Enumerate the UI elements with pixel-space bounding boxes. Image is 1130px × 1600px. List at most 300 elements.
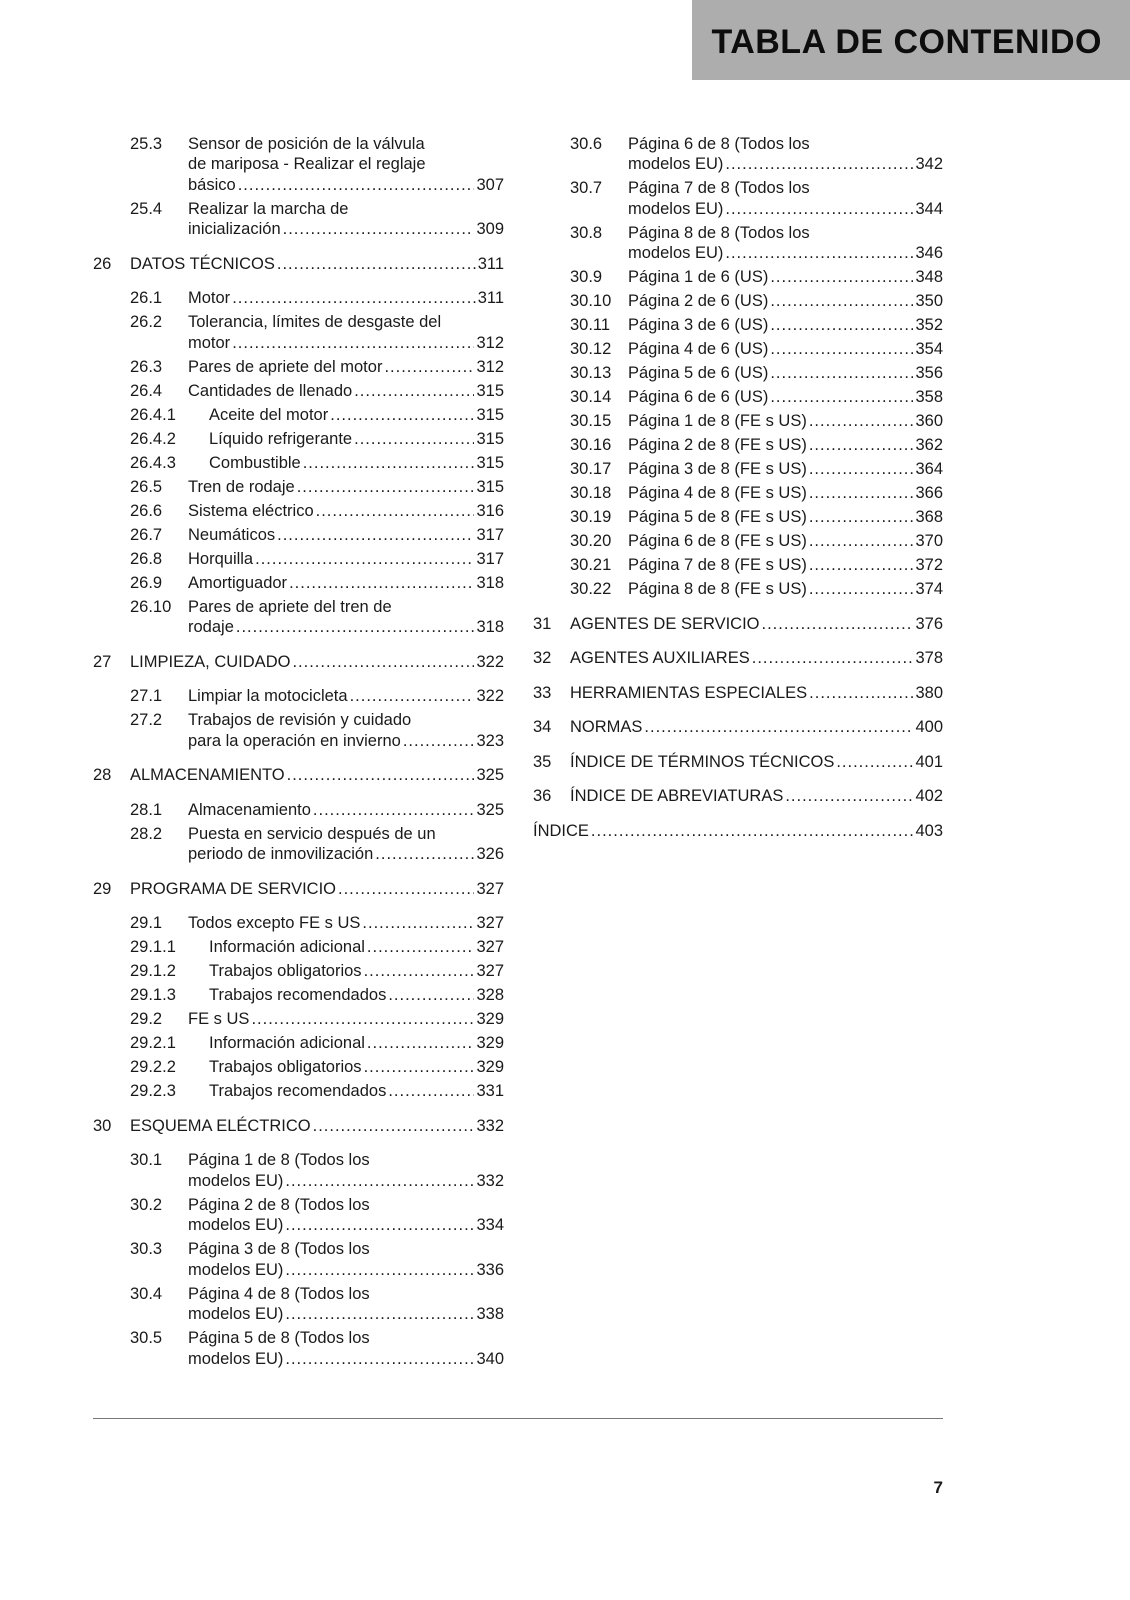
toc-entry-page: 346 bbox=[915, 244, 943, 262]
dot-leader bbox=[364, 961, 475, 982]
toc-section-entry[interactable] bbox=[93, 381, 504, 402]
toc-entry-title bbox=[188, 288, 504, 309]
toc-entry-page: 312 bbox=[476, 333, 504, 352]
toc-section-entry[interactable] bbox=[93, 1195, 504, 1236]
toc-entry-title-line: LIMPIEZA, CUIDADO bbox=[130, 652, 291, 671]
toc-chapter-entry[interactable] bbox=[533, 648, 943, 669]
toc-entry-page: 311 bbox=[477, 254, 504, 273]
dot-leader bbox=[809, 579, 914, 600]
toc-entry-number: 27 bbox=[93, 652, 112, 671]
toc-chapter-entry[interactable] bbox=[533, 717, 943, 738]
toc-entry-title bbox=[209, 985, 504, 1006]
toc-entry-title-line: Cantidades de llenado bbox=[188, 381, 353, 400]
toc-entry-number: 26.4.3 bbox=[130, 453, 176, 472]
toc-entry-title-line: ÍNDICE bbox=[533, 821, 589, 840]
toc-entry-title bbox=[628, 387, 943, 408]
toc-entry-number: 26.4.2 bbox=[130, 429, 176, 448]
toc-entry-title bbox=[628, 363, 943, 384]
toc-section-entry[interactable] bbox=[93, 134, 504, 196]
toc-entry-number: 30.22 bbox=[570, 580, 612, 598]
toc-section-entry[interactable] bbox=[93, 199, 504, 240]
dot-leader bbox=[285, 1215, 474, 1236]
toc-entry-title-line: Página 5 de 6 (US) bbox=[628, 364, 769, 382]
toc-section-entry[interactable] bbox=[93, 913, 504, 934]
toc-entry-title-line: Página 8 de 8 (FE s US) bbox=[628, 580, 807, 598]
toc-entry-title bbox=[188, 1328, 504, 1369]
toc-chapter-entry[interactable] bbox=[533, 752, 943, 773]
page-number: 7 bbox=[933, 1478, 943, 1497]
toc-section-entry[interactable] bbox=[93, 985, 504, 1006]
toc-entry-number: 30.13 bbox=[570, 364, 612, 382]
toc-entry-page: 322 bbox=[476, 687, 504, 705]
toc-section-entry[interactable] bbox=[93, 1081, 504, 1102]
dot-leader bbox=[277, 254, 476, 275]
toc-section-entry[interactable] bbox=[533, 134, 943, 175]
toc-entry-title bbox=[188, 501, 504, 522]
toc-entry-title bbox=[188, 1195, 504, 1236]
toc-entry-title bbox=[628, 223, 943, 264]
toc-entry-page: 329 bbox=[476, 1034, 504, 1052]
toc-entry-number: 33 bbox=[533, 683, 552, 702]
toc-section-entry[interactable] bbox=[93, 1239, 504, 1280]
toc-entry-title bbox=[628, 507, 943, 528]
toc-entry-number: 30.4 bbox=[130, 1284, 163, 1303]
toc-entry-title-line: rodaje bbox=[188, 618, 234, 636]
toc-entry-title bbox=[188, 800, 504, 821]
toc-entry-page: 342 bbox=[915, 155, 943, 173]
toc-entry-page: 334 bbox=[476, 1216, 504, 1234]
toc-entry-page: 323 bbox=[476, 731, 504, 750]
toc-entry-title bbox=[570, 683, 943, 704]
toc-entry-page: 358 bbox=[915, 388, 943, 406]
toc-section-entry[interactable] bbox=[93, 1284, 504, 1325]
toc-section-entry[interactable] bbox=[533, 435, 943, 456]
toc-chapter-entry[interactable] bbox=[93, 254, 504, 275]
dot-leader bbox=[644, 717, 913, 738]
dot-leader bbox=[725, 243, 913, 264]
toc-entry-number: 25.4 bbox=[130, 199, 163, 218]
toc-entry-title-line: Página 6 de 8 (FE s US) bbox=[628, 532, 807, 550]
toc-entry-title bbox=[628, 411, 943, 432]
toc-section-entry[interactable] bbox=[533, 579, 943, 600]
dot-leader bbox=[338, 879, 474, 900]
dot-leader bbox=[770, 339, 913, 360]
toc-section-entry[interactable] bbox=[533, 178, 943, 219]
dot-leader bbox=[809, 483, 914, 504]
dot-leader bbox=[388, 985, 474, 1006]
toc-section-entry[interactable] bbox=[533, 267, 943, 288]
toc-entry-title-line: Neumáticos bbox=[188, 525, 276, 544]
toc-entry-title bbox=[188, 549, 504, 570]
header-banner bbox=[692, 0, 1130, 80]
toc-section-entry[interactable] bbox=[533, 339, 943, 360]
dot-leader bbox=[362, 913, 474, 934]
toc-entry-title bbox=[188, 199, 504, 240]
toc-entry-page: 360 bbox=[915, 412, 943, 430]
toc-entry-title-line: Sistema eléctrico bbox=[188, 501, 314, 520]
toc-entry-title bbox=[570, 717, 943, 738]
toc-entry-number: 29.2 bbox=[130, 1010, 163, 1028]
dot-leader bbox=[725, 154, 913, 175]
toc-entry-page: 354 bbox=[915, 340, 943, 358]
toc-section-entry[interactable] bbox=[533, 483, 943, 504]
toc-entry-title-line: Página 1 de 6 (US) bbox=[628, 268, 769, 286]
toc-entry-page: 327 bbox=[476, 962, 504, 980]
toc-section-entry[interactable] bbox=[93, 477, 504, 498]
toc-entry-page: 402 bbox=[915, 787, 943, 805]
toc-entry-title-line: Aceite del motor bbox=[209, 405, 329, 424]
toc-entry-number: 30.3 bbox=[130, 1240, 163, 1258]
toc-entry-title-line: Limpiar la motocicleta bbox=[188, 687, 348, 705]
toc-entry-title bbox=[628, 579, 943, 600]
toc-entry-title-line: FE s US bbox=[188, 1010, 250, 1028]
toc-entry-number: 26.2 bbox=[130, 313, 163, 331]
toc-entry-number: 30.11 bbox=[570, 316, 611, 334]
toc-entry-number: 34 bbox=[533, 718, 552, 736]
toc-entry-page: 311 bbox=[477, 289, 504, 307]
toc-entry-title bbox=[533, 821, 943, 842]
dot-leader bbox=[809, 411, 914, 432]
toc-section-entry[interactable] bbox=[93, 1057, 504, 1078]
toc-entry-title bbox=[130, 1116, 504, 1137]
toc-entry-title bbox=[209, 961, 504, 982]
toc-section-entry[interactable] bbox=[533, 459, 943, 480]
toc-entry-number: 29 bbox=[93, 879, 112, 898]
toc-entry-title bbox=[188, 357, 504, 378]
toc-entry-title-line: Amortiguador bbox=[188, 573, 288, 592]
toc-entry-title-line: Página 6 de 8 (Todos los bbox=[628, 134, 810, 153]
toc-entry-page: 378 bbox=[915, 649, 943, 667]
toc-entry-number: 26.7 bbox=[130, 525, 163, 544]
toc-entry-page: 366 bbox=[915, 484, 943, 502]
toc-entry-title bbox=[188, 1150, 504, 1191]
toc-entry-title bbox=[130, 879, 504, 900]
toc-section-entry[interactable] bbox=[533, 507, 943, 528]
toc-entry-title-line: ESQUEMA ELÉCTRICO bbox=[130, 1116, 311, 1135]
toc-chapter-entry[interactable] bbox=[533, 786, 943, 807]
toc-entry-title-line: Página 3 de 8 (Todos los bbox=[188, 1240, 370, 1258]
toc-entry-title bbox=[628, 134, 943, 175]
toc-chapter-entry[interactable] bbox=[93, 1116, 504, 1137]
toc-entry-number: 27.1 bbox=[130, 687, 163, 705]
dot-leader bbox=[316, 501, 475, 522]
toc-entry-page: 315 bbox=[476, 453, 504, 472]
toc-entry-number: 26.8 bbox=[130, 549, 163, 568]
toc-entry-title-line: Página 2 de 6 (US) bbox=[628, 292, 769, 310]
toc-entry-title-line: Página 7 de 8 (Todos los bbox=[628, 179, 810, 197]
toc-section-entry[interactable] bbox=[533, 315, 943, 336]
toc-entry-title bbox=[570, 648, 943, 669]
toc-section-entry[interactable] bbox=[93, 288, 504, 309]
toc-entry-page: 338 bbox=[476, 1305, 504, 1323]
dot-leader bbox=[836, 752, 913, 773]
toc-section-entry[interactable] bbox=[93, 937, 504, 958]
toc-entry-number: 29.1.1 bbox=[130, 938, 176, 956]
dot-leader bbox=[354, 381, 474, 402]
toc-entry-number: 29.1.3 bbox=[130, 986, 176, 1004]
toc-entry-title-line: Pares de apriete del tren de bbox=[188, 597, 392, 616]
toc-entry-title-line: Motor bbox=[188, 289, 231, 307]
dot-leader bbox=[255, 549, 474, 570]
dot-leader bbox=[232, 288, 476, 309]
dot-leader bbox=[384, 357, 474, 378]
dot-leader bbox=[725, 199, 913, 220]
toc-chapter-entry[interactable] bbox=[533, 614, 943, 635]
toc-entry-title-line: Puesta en servicio después de un bbox=[188, 824, 436, 843]
dot-leader bbox=[313, 1116, 475, 1137]
toc-entry-title-line: PROGRAMA DE SERVICIO bbox=[130, 879, 336, 898]
toc-entry-title-line: ALMACENAMIENTO bbox=[130, 766, 285, 784]
toc-entry-page: 312 bbox=[476, 357, 504, 376]
toc-section-entry[interactable] bbox=[533, 291, 943, 312]
toc-entry-title-line: Página 2 de 8 (Todos los bbox=[188, 1195, 370, 1214]
toc-entry-number: 30.5 bbox=[130, 1329, 163, 1347]
toc-entry-page: 348 bbox=[915, 268, 943, 286]
toc-entry-title bbox=[188, 1009, 504, 1030]
toc-entry-title-line: Trabajos recomendados bbox=[209, 986, 387, 1004]
toc-entry-page: 322 bbox=[476, 652, 504, 671]
toc-entry-page: 327 bbox=[476, 914, 504, 932]
dot-leader bbox=[591, 821, 914, 842]
toc-entry-number: 29.1 bbox=[130, 914, 163, 932]
dot-leader bbox=[770, 363, 913, 384]
toc-entry-page: 325 bbox=[476, 766, 504, 784]
toc-entry-title-line: ÍNDICE DE ABREVIATURAS bbox=[570, 787, 784, 805]
toc-entry-title-line: Trabajos recomendados bbox=[209, 1082, 387, 1100]
toc-section-entry[interactable] bbox=[533, 223, 943, 264]
toc-entry-page: 315 bbox=[476, 477, 504, 496]
dot-leader bbox=[313, 800, 475, 821]
toc-section-entry[interactable] bbox=[533, 387, 943, 408]
dot-leader bbox=[330, 405, 474, 426]
toc-entry-title bbox=[570, 752, 943, 773]
toc-section-entry[interactable] bbox=[533, 363, 943, 384]
toc-entry-title-line: Información adicional bbox=[209, 1034, 365, 1052]
toc-entry-title-line: Página 4 de 8 (FE s US) bbox=[628, 484, 807, 502]
toc-entry-page: 344 bbox=[915, 199, 943, 218]
toc-entry-title-line: Combustible bbox=[209, 453, 301, 472]
toc-section-entry[interactable] bbox=[93, 453, 504, 474]
toc-entry-page: 327 bbox=[476, 938, 504, 956]
toc-entry-title bbox=[188, 824, 504, 865]
toc-entry-number: 25.3 bbox=[130, 134, 163, 153]
toc-entry-page: 401 bbox=[915, 752, 943, 771]
toc-entry-title-line: HERRAMIENTAS ESPECIALES bbox=[570, 683, 808, 702]
toc-section-entry[interactable] bbox=[93, 1009, 504, 1030]
dot-leader bbox=[809, 507, 914, 528]
toc-entry-title bbox=[628, 291, 943, 312]
toc-entry-title-line: Sensor de posición de la válvula bbox=[188, 134, 425, 153]
dot-leader bbox=[232, 333, 474, 354]
toc-entry-title-line: de mariposa - Realizar el reglaje bbox=[188, 155, 426, 173]
toc-entry-title-line: Página 5 de 8 (Todos los bbox=[188, 1329, 370, 1347]
toc-entry-page: 372 bbox=[915, 556, 943, 574]
toc-entry-title-line: Página 8 de 8 (Todos los bbox=[628, 223, 810, 242]
toc-section-entry[interactable] bbox=[93, 824, 504, 865]
toc-entry-page: 315 bbox=[476, 429, 504, 448]
toc-entry-number: 30.17 bbox=[570, 460, 612, 478]
toc-entry-title-line: Página 1 de 8 (Todos los bbox=[188, 1151, 370, 1169]
dot-leader bbox=[770, 387, 913, 408]
toc-section-entry[interactable] bbox=[93, 1328, 504, 1369]
toc-entry-page: 327 bbox=[476, 879, 504, 898]
dot-leader bbox=[403, 731, 475, 752]
toc-entry-page: 315 bbox=[476, 405, 504, 424]
toc-section-entry[interactable] bbox=[93, 405, 504, 426]
toc-entry-page: 315 bbox=[476, 381, 504, 400]
toc-entry-title-line: Página 4 de 8 (Todos los bbox=[188, 1284, 370, 1303]
toc-entry-title-line: Trabajos obligatorios bbox=[209, 1058, 362, 1076]
toc-entry-number: 30.12 bbox=[570, 340, 612, 358]
toc-entry-title bbox=[209, 937, 504, 958]
toc-section-entry[interactable] bbox=[93, 597, 504, 638]
toc-entry-page: 318 bbox=[476, 618, 504, 636]
toc-entry-title-line: modelos EU) bbox=[628, 199, 724, 218]
toc-entry-title-line: Página 5 de 8 (FE s US) bbox=[628, 508, 807, 526]
toc-entry-page: 362 bbox=[915, 436, 943, 454]
toc-entry-page: 368 bbox=[915, 508, 943, 526]
toc-entry-title-line: Información adicional bbox=[209, 938, 365, 956]
toc-entry-title-line: Página 2 de 8 (FE s US) bbox=[628, 436, 807, 454]
toc-entry-number: 32 bbox=[533, 649, 552, 667]
toc-section-entry[interactable] bbox=[93, 312, 504, 353]
toc-entry-title-line: para la operación en invierno bbox=[188, 731, 401, 750]
toc-entry-title-line: modelos EU) bbox=[188, 1171, 284, 1190]
toc-entry-title-line: modelos EU) bbox=[188, 1349, 284, 1368]
toc-section-entry[interactable] bbox=[93, 1150, 504, 1191]
toc-entry-title-line: Horquilla bbox=[188, 549, 254, 568]
toc-entry-page: 328 bbox=[476, 986, 504, 1004]
dot-leader bbox=[809, 459, 914, 480]
toc-entry-number: 29.2.3 bbox=[130, 1082, 176, 1100]
toc-section-entry[interactable] bbox=[93, 573, 504, 594]
toc-chapter-entry[interactable] bbox=[533, 683, 943, 704]
toc-entry-title bbox=[628, 435, 943, 456]
dot-leader bbox=[285, 1304, 474, 1325]
toc-entry-number: 28.2 bbox=[130, 824, 163, 843]
dot-leader bbox=[785, 786, 913, 807]
toc-column-left bbox=[93, 130, 504, 1369]
toc-entry-page: 336 bbox=[476, 1260, 504, 1279]
toc-entry-number: 31 bbox=[533, 614, 552, 633]
toc-entry-number: 26.6 bbox=[130, 501, 163, 520]
toc-entry-title bbox=[628, 459, 943, 480]
toc-section-entry[interactable] bbox=[93, 1033, 504, 1054]
toc-entry-title-line: periodo de inmovilización bbox=[188, 845, 374, 863]
toc-entry-page: 316 bbox=[476, 501, 504, 520]
toc-entry-title-line: Página 1 de 8 (FE s US) bbox=[628, 412, 807, 430]
toc-section-entry[interactable] bbox=[93, 961, 504, 982]
toc-section-entry[interactable] bbox=[533, 555, 943, 576]
toc-entry-title bbox=[188, 913, 504, 934]
dot-leader bbox=[752, 648, 914, 669]
dot-leader bbox=[238, 175, 475, 196]
toc-chapter-entry[interactable] bbox=[93, 765, 504, 786]
toc-entry-number: 26 bbox=[93, 254, 112, 273]
toc-entry-number: 30.9 bbox=[570, 268, 603, 286]
dot-leader bbox=[388, 1081, 474, 1102]
toc-entry-number: 29.1.2 bbox=[130, 962, 176, 980]
dot-leader bbox=[236, 617, 475, 638]
toc-section-entry[interactable] bbox=[533, 411, 943, 432]
toc-entry-title-line: DATOS TÉCNICOS bbox=[130, 254, 275, 273]
toc-entry-number: 30 bbox=[93, 1116, 112, 1135]
toc-entry-page: 307 bbox=[476, 175, 504, 194]
toc-entry-number: 28 bbox=[93, 766, 112, 784]
toc-entry-number: 26.10 bbox=[130, 597, 172, 616]
toc-entry-title bbox=[130, 254, 504, 275]
toc-section-entry[interactable] bbox=[93, 429, 504, 450]
toc-entry-number: 30.14 bbox=[570, 388, 612, 406]
toc-entry-title-line: Realizar la marcha de bbox=[188, 199, 349, 218]
toc-entry-title-line: inicialización bbox=[188, 220, 281, 238]
toc-entry-title bbox=[130, 652, 504, 673]
toc-entry-title-line: Pares de apriete del motor bbox=[188, 357, 383, 376]
toc-section-entry[interactable] bbox=[93, 357, 504, 378]
toc-entry-title bbox=[628, 315, 943, 336]
toc-column-right bbox=[533, 130, 943, 855]
toc-entry-title bbox=[628, 531, 943, 552]
toc-entry-number: 30.19 bbox=[570, 508, 612, 526]
toc-section-entry[interactable] bbox=[93, 501, 504, 522]
dot-leader bbox=[277, 525, 474, 546]
toc-section-entry[interactable] bbox=[93, 710, 504, 751]
toc-chapter-entry[interactable] bbox=[93, 652, 504, 673]
toc-entry-page: 352 bbox=[915, 316, 943, 334]
toc-entry-title bbox=[209, 1057, 504, 1078]
toc-chapter-entry[interactable] bbox=[533, 821, 943, 842]
dot-leader bbox=[354, 429, 474, 450]
toc-entry-title bbox=[188, 573, 504, 594]
toc-entry-title bbox=[130, 765, 504, 786]
toc-entry-title bbox=[570, 786, 943, 807]
toc-chapter-entry[interactable] bbox=[93, 879, 504, 900]
toc-entry-page: 400 bbox=[915, 718, 943, 736]
dot-leader bbox=[809, 683, 913, 704]
toc-entry-page: 380 bbox=[915, 683, 943, 702]
toc-section-entry[interactable] bbox=[93, 800, 504, 821]
toc-section-entry[interactable] bbox=[93, 686, 504, 707]
toc-entry-number: 30.18 bbox=[570, 484, 612, 502]
toc-section-entry[interactable] bbox=[533, 531, 943, 552]
toc-entry-number: 30.2 bbox=[130, 1195, 163, 1214]
toc-entry-title bbox=[209, 1081, 504, 1102]
toc-entry-number: 26.9 bbox=[130, 573, 163, 592]
toc-entry-title-line: modelos EU) bbox=[628, 244, 724, 262]
toc-entry-title-line: AGENTES AUXILIARES bbox=[570, 649, 750, 667]
toc-entry-title bbox=[188, 710, 504, 751]
dot-leader bbox=[809, 531, 914, 552]
toc-entry-number: 30.21 bbox=[570, 556, 612, 574]
toc-entry-title bbox=[188, 1239, 504, 1280]
toc-entry-title bbox=[209, 405, 504, 426]
toc-section-entry[interactable] bbox=[93, 525, 504, 546]
dot-leader bbox=[285, 1260, 474, 1281]
toc-entry-number: 30.16 bbox=[570, 436, 612, 454]
dot-leader bbox=[285, 1349, 474, 1370]
toc-entry-number: 29.2.2 bbox=[130, 1058, 176, 1076]
toc-entry-page: 331 bbox=[476, 1082, 504, 1100]
toc-entry-title-line: motor bbox=[188, 333, 231, 352]
toc-entry-page: 376 bbox=[915, 614, 943, 633]
toc-entry-number: 30.7 bbox=[570, 179, 603, 197]
toc-section-entry[interactable] bbox=[93, 549, 504, 570]
toc-entry-title-line: modelos EU) bbox=[188, 1305, 284, 1323]
toc-entry-number: 35 bbox=[533, 752, 552, 771]
toc-entry-title bbox=[209, 1033, 504, 1054]
toc-entry-page: 332 bbox=[476, 1171, 504, 1190]
dot-leader bbox=[762, 614, 914, 635]
